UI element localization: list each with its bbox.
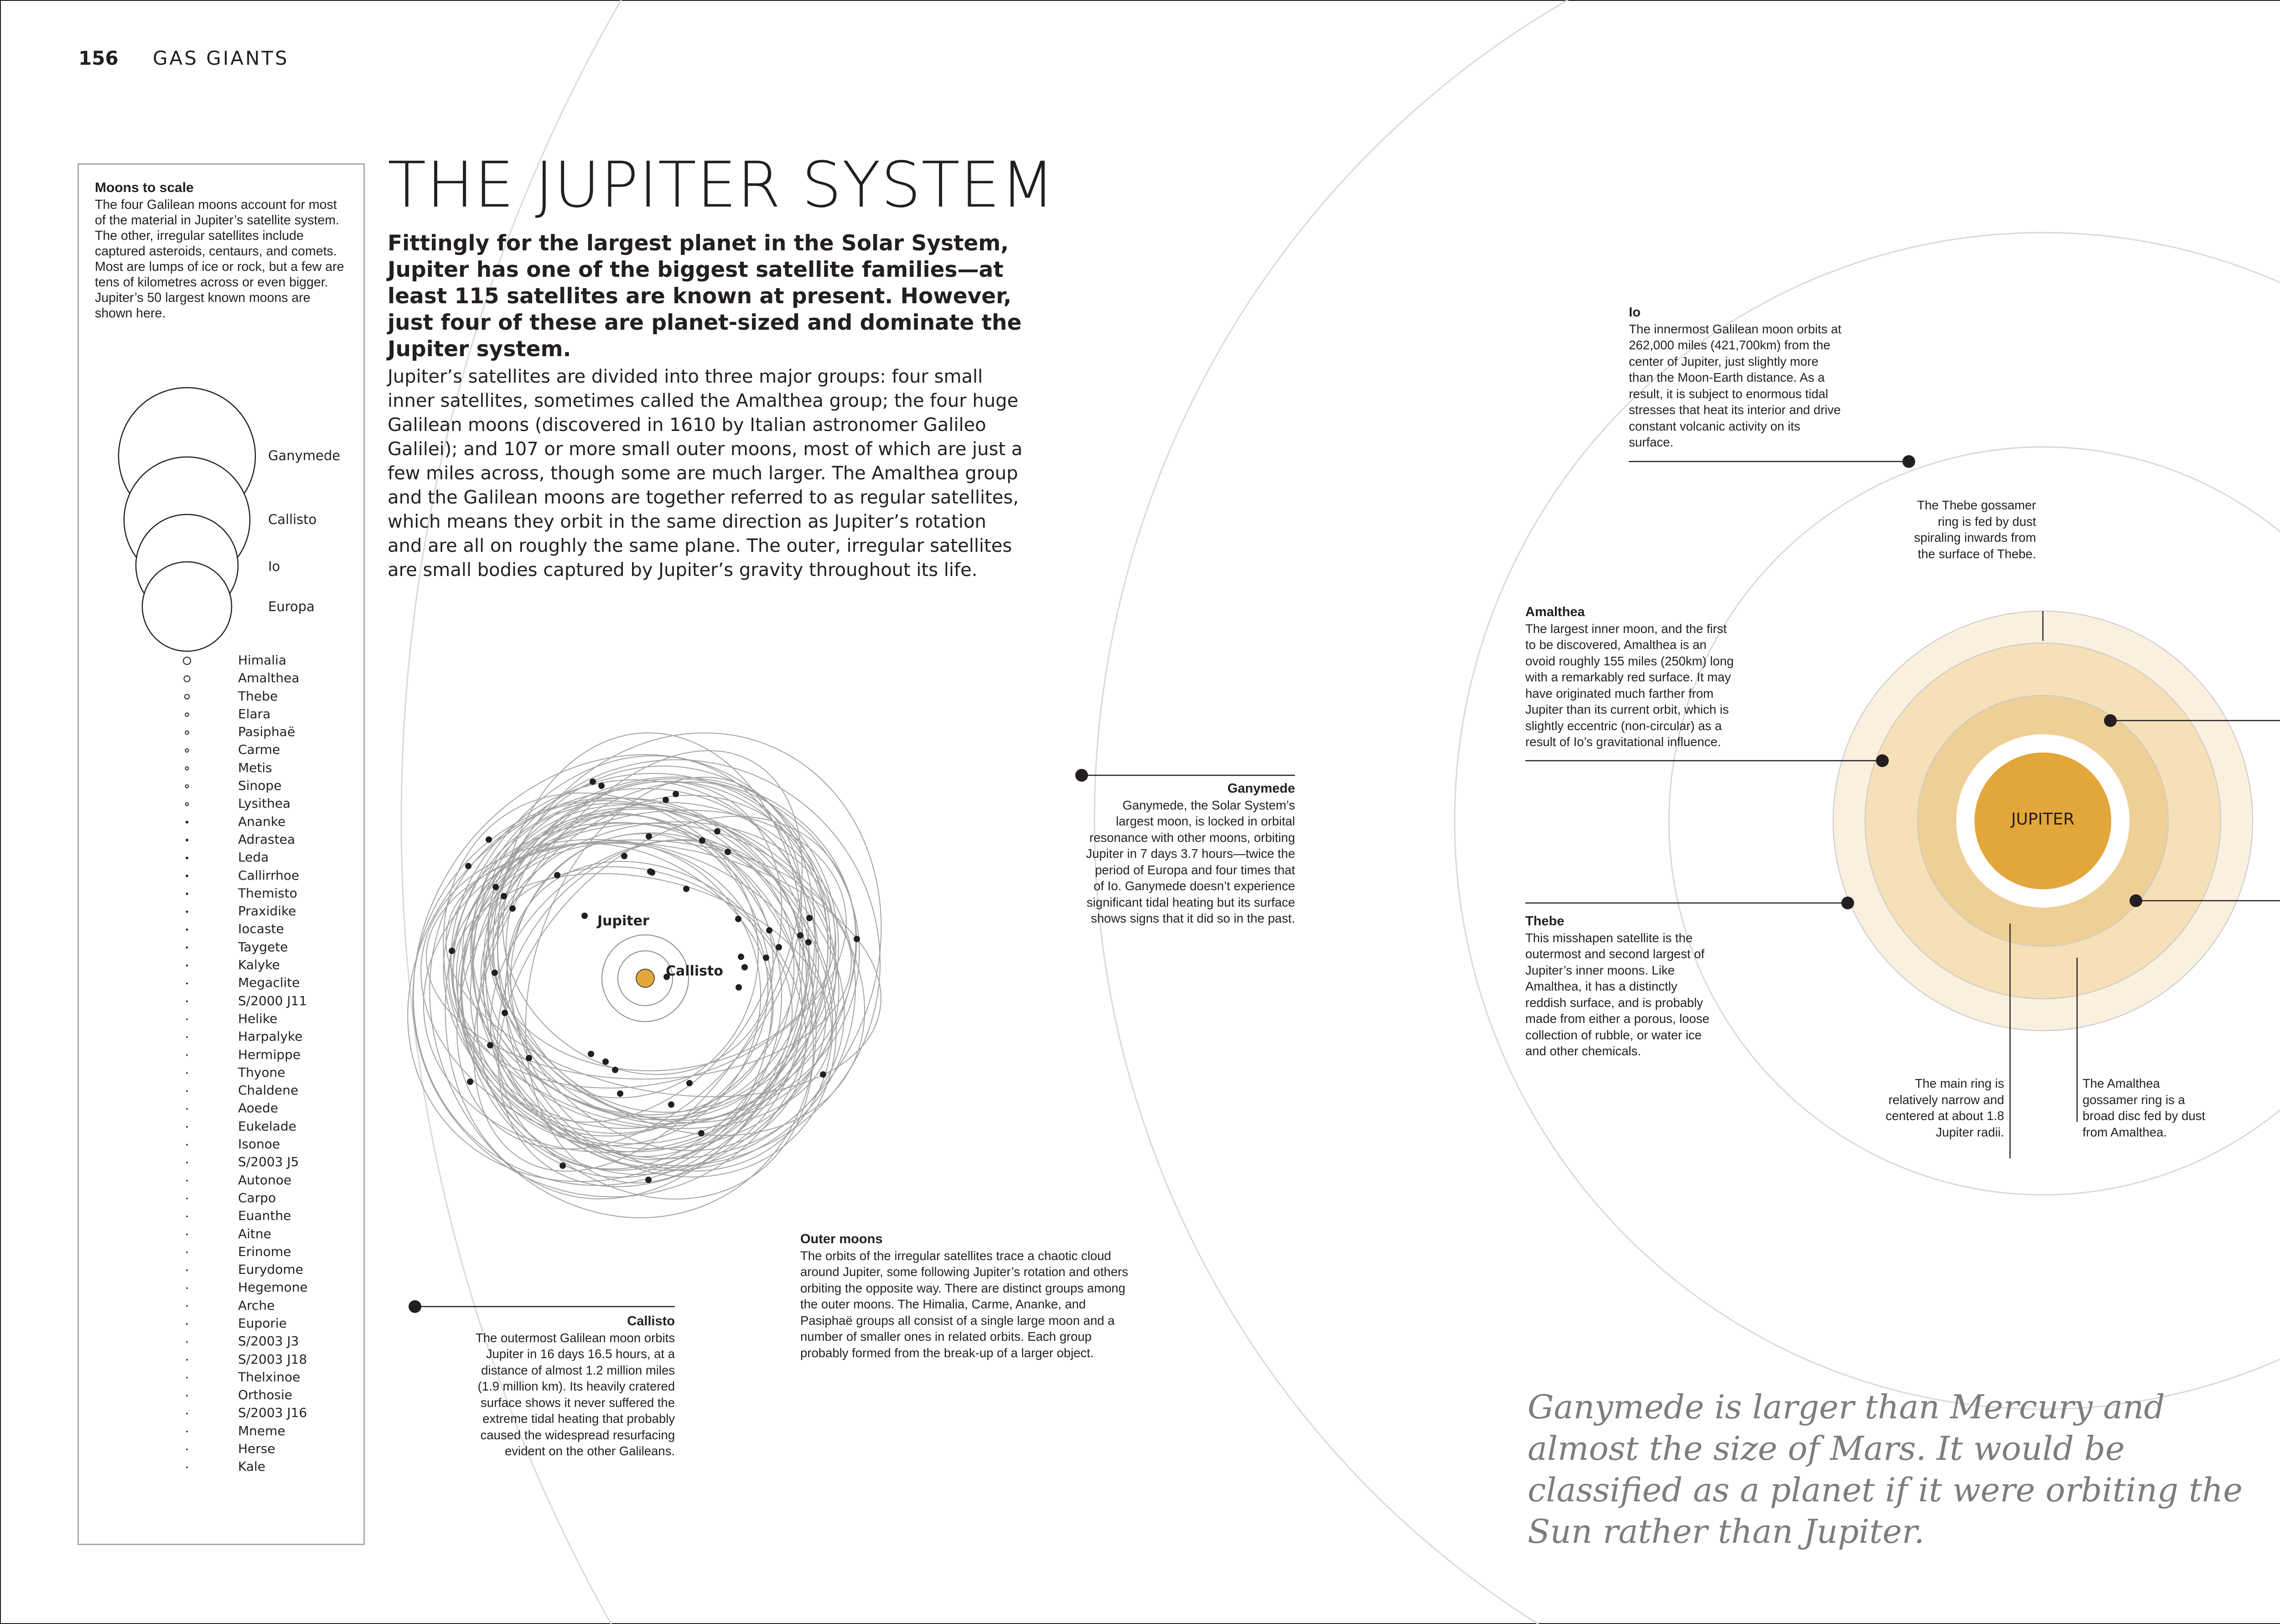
outer-moon-dot [645,1177,652,1183]
ganymede-dot [1075,769,1088,782]
outer-moon-dot [621,853,627,859]
amalthea-dot [1876,754,1889,767]
moon-list-item: Chaldene [238,1083,299,1098]
outer-moon-dot [467,1079,473,1085]
outer-moon-dot [686,1080,693,1086]
outer-moon-dot [735,916,741,922]
outer-moon-dot [492,970,498,976]
outer-moon-dot [612,1067,618,1073]
moon-list-item: Elara [238,706,271,721]
page-title: THE JUPITER SYSTEM [388,148,1056,222]
moon-list-item: Aoede [238,1100,279,1116]
moon-list-item: Thelxinoe [238,1369,301,1385]
outer-moon-dot [486,836,492,843]
caption-thebe-ring: The Thebe gossamer ring is fed by dust spiraling inwards from the surface of Thebe. [1914,498,2036,561]
caption-amalthea-ring: The Amalthea gossamer ring is a broad disc fed by dust from Amalthea. [2083,1076,2206,1139]
outer-moon-dot [646,833,652,840]
moon-list-item: Kale [238,1459,266,1474]
caption-io-text: The innermost Galilean moon orbits at 262,000 miles (421,700km) from the center of Jupiter, just slightly more than the Moon-Earth distance. As a result, it is subject to enormous tidal stresses that heat its interior and drive constant volcanic activity on its surface. [1629,322,1842,449]
caption-amalthea-title: Amalthea [1525,605,1585,619]
moon-list-item: S/2003 J3 [238,1333,299,1349]
outer-moon-dot [698,1130,705,1136]
moon-list-item: Arche [238,1297,275,1313]
outer-moon-dot [554,872,560,878]
moon-list-item: S/2003 J5 [238,1154,299,1170]
outer-moon-dot [449,948,455,954]
sidebar-title: Moons to scale [95,180,194,195]
moon-list-item: Eukelade [238,1118,296,1134]
outer-moon-dot [763,955,769,961]
outer-moon-dot [741,964,748,970]
left-page-number: 156 [78,47,119,69]
moon-list-item: S/2003 J18 [238,1351,307,1367]
outer-moon-dot [776,944,782,950]
body-text: Jupiter’s satellites are divided into three major groups: four small inner satellites, sometimes called the Amalthea group; the four huge Galilean moons (discovered in 1610 by Italian astronomer Galileo Galilei); and 107 or more small outer moons, most of which are just a few miles across, though some are much larger. The Amalthea group and the Galilean moons are together referred to as regular satellites, which means they orbit in the same direction as Jupiter’s rotation and are all on roughly the same plane. The outer, irregular satellites are small bodies captured by Jupiter’s gravity throughout its life. [388,366,1023,581]
caption-ganymede [1085,781,1295,927]
moon-list-item: Herse [238,1441,275,1457]
moon-list-item: Eurydome [238,1262,303,1277]
moon-list-item: Thebe [238,688,278,704]
outer-moon-dot [647,868,653,875]
caption-thebe-title: Thebe [1525,914,1565,929]
caption-thebe-text: This misshapen satellite is the outermost and second largest of Jupiter’s inner moons. Like Amalthea, it has a distinctly reddish surface, and is probably made from either a porous, loose collection of rubble, or water ice and other chemicals. [1525,930,1710,1058]
caption-ganymede-title: Ganymede [1227,781,1295,796]
scale-label-ganymede: Ganymede [268,448,341,463]
moon-list-item: Harpalyke [238,1029,303,1044]
moon-list-item: Taygete [238,939,288,955]
moon-list-item: Mneme [238,1423,285,1438]
outer-moon-dot [714,828,720,835]
outer-moon-dot [560,1162,566,1169]
outer-callisto-label: Callisto [666,963,723,979]
moon-list-item: Helike [238,1011,278,1026]
moon-list-item: Thyone [238,1064,285,1080]
moon-list-item: Themisto [238,885,297,901]
moon-list-item: Lysithea [238,796,291,811]
moon-list-item: Hegemone [238,1280,308,1295]
caption-callisto [474,1313,675,1459]
moon-list-item: S/2000 J11 [238,993,307,1008]
caption-callisto-title: Callisto [627,1314,675,1328]
outer-moon-dot [590,778,596,785]
outer-moon-dot [699,837,705,844]
outer-moon-dot [617,1090,623,1097]
inner-jupiter-label: JUPITER [2011,810,2075,829]
outer-jupiter-label: Jupiter [597,913,649,929]
caption-outer-moons [800,1231,1129,1361]
moon-list-item: S/2003 J16 [238,1405,307,1421]
outer-moon-dot [526,1055,532,1061]
moon-list-item: Adrastea [238,831,295,847]
moon-list-item: Megaclite [238,975,300,991]
io-dot [1902,455,1915,468]
moons-to-scale-box [78,163,365,1545]
outer-moon-dot [673,791,679,797]
caption-outer-moons-title: Outer moons [800,1232,883,1246]
moon-list-item: Callirrhoe [238,867,300,883]
outer-moon-dot [487,1042,493,1048]
scale-label-europa: Europa [268,599,315,614]
moon-list-item: Pasiphaë [238,724,295,740]
outer-moon-dot [581,913,588,919]
outer-moon-dot [501,893,507,899]
outer-orbit [428,730,900,1174]
moon-list-item: Hermippe [238,1047,301,1062]
moon-list-item: Aitne [238,1226,271,1241]
outer-moon-dot [502,1010,508,1016]
caption-io [1629,305,1843,451]
moon-list-item: Carpo [238,1190,276,1205]
moon-list-item: Autonoe [238,1172,292,1188]
moon-list-item: Kalyke [238,957,280,973]
sidebar-text: The four Galilean moons account for most of the material in Jupiter’s satellite system. The other, irregular satellites include captured asteroids, centaurs, and comets. Most are lumps of ice or rock, but a few are tens of kilometres across or even bigger. Jupiter’s 50 largest known moons are shown here. [95,197,344,321]
caption-io-title: Io [1629,305,1641,320]
outer-moon-dot [588,1051,594,1057]
outer-moon-dot [725,849,731,855]
caption-thebe [1525,913,1721,1059]
outer-orbit [362,737,884,1282]
outer-moon-dot [492,884,499,890]
outer-moon-dot [683,886,689,892]
moon-name-list [238,651,308,1476]
moon-list-item: Himalia [238,653,286,668]
moon-list-item: Metis [238,760,272,775]
outer-orbit [329,673,912,1268]
outer-moon-dot [738,954,744,960]
moon-list-item: Iocaste [238,921,284,937]
caption-ganymede-text: Ganymede, the Solar System’s largest moon, is locked in orbital resonance with other moons, orbiting Jupiter in 7 days 3.7 hours—twice the period of Europa and four times that of Io. Ganymede doesn’t experience significant tidal heating but its surface shows signs that it did so in the past. [1086,798,1295,925]
moon-list-item: Orthosie [238,1387,292,1403]
moon-list-item: Sinope [238,778,282,794]
metis-dot [2130,894,2142,907]
outer-orbit [404,726,903,1240]
moon-list-item: Erinome [238,1244,291,1259]
caption-outer-moons-text: The orbits of the irregular satellites trace a chaotic cloud around Jupiter, some following Jupiter’s rotation and others orbiting the opposite way. There are distinct groups among the outer moons. The Himalia, Carme, Ananke, and Pasiphaë groups all consist of a single large moon and a number of smaller ones in related orbits. Each group probably formed from the break-up of a larger object. [800,1248,1128,1360]
adrastea-dot [2104,714,2117,727]
left-section-title: GAS GIANTS [153,47,289,69]
callisto-dot [409,1300,421,1313]
outer-moon-dot [736,984,742,991]
outer-moon-dot [465,863,472,869]
outer-moon-dot [854,936,860,942]
outer-moon-dot [668,1101,674,1108]
moon-list-item: Amalthea [238,670,300,686]
outer-moon-dot [598,783,605,789]
outer-moon-dot [766,927,772,934]
scale-label-callisto: Callisto [268,512,317,527]
caption-amalthea [1525,604,1740,750]
pull-quote: Ganymede is larger than Mercury and almost the size of Mars. It would be classified as a planet if it were orbiting the Sun rather than Jupiter. [1528,1388,2243,1551]
scale-label-io: Io [268,559,280,574]
moon-list-item: Ananke [238,814,286,829]
caption-callisto-text: The outermost Galilean moon orbits Jupiter in 16 days 16.5 hours, at a distance of almost 1.2 million miles (1.9 million km). Its heavily cratered surface shows it never suffered the extreme tidal heating that probably caused the widespread resurfacing evident on the other Galileans. [475,1330,675,1458]
caption-amalthea-text: The largest inner moon, and the first to be discovered, Amalthea is an ovoid roughly 155 miles (250km) long with a remarkably red surface. It may have originated much farther from Jupiter than its current orbit, which is slightly eccentric (non-circular) as a result of Io’s gravitational influence. [1525,621,1734,749]
outer-moon-dot [797,932,803,939]
moon-list-item: Leda [238,850,269,865]
outer-moon-dot [820,1071,826,1078]
caption-main-ring: The main ring is relatively narrow and centered at about 1.8 Jupiter radii. [1886,1076,2004,1139]
outer-moon-dot [806,915,813,921]
moon-list-item: Isonoe [238,1136,280,1152]
outer-moon-dot [509,905,516,912]
moon-list-item: Carme [238,742,280,758]
outer-moon-dot [602,1058,609,1065]
outer-moon-dot [805,939,812,945]
outer-moon-dot [663,797,669,803]
thebe-dot [1841,897,1854,909]
moon-list-item: Euanthe [238,1208,291,1224]
moon-list-item: Praxidike [238,903,296,919]
intro-text: Fittingly for the largest planet in the Solar System, Jupiter has one of the biggest satellite families—at least 115 satellites are known at present. However, just four of these are planet-sized and dominate the Jupiter system. [388,231,1022,362]
moon-list-item: Euporie [238,1315,287,1331]
